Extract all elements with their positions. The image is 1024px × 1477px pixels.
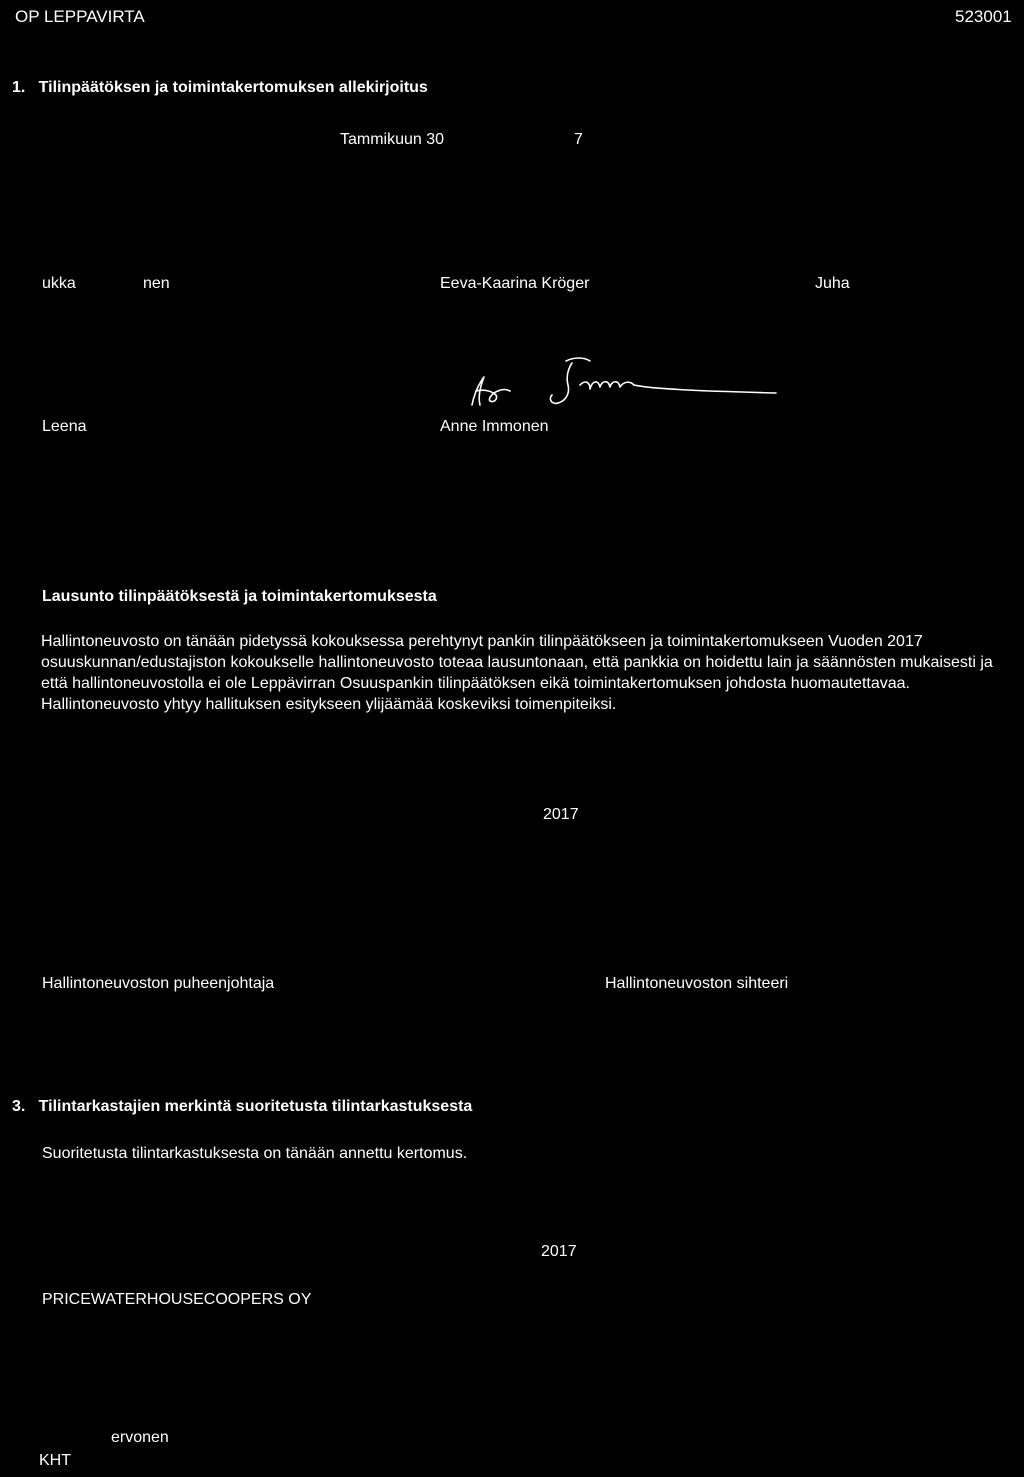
- signatory-name-5: Anne Immonen: [440, 418, 549, 435]
- section-3-heading: 3. Tilintarkastajien merkintä suoritetusta tilintarkastuksesta: [12, 1098, 473, 1115]
- statement-paragraph: Hallintoneuvosto on tänään pidetyssä kokouksessa perehtynyt pankin tilinpäätökseen ja toimintakertomukseen Vuoden 2017 osuuskunnan/edustajiston kokoukselle hallintoneuvosto toteaa lausuntonaan, että pankkia on hoidettu lain ja säännösten mukaisesti ja että hallintoneuvostolla ei ole Leppävirran Osuuspankin tilinpäätöksen eikä toimintakertomuksen johdosta huomautettavaa. Hallintoneuvosto yhtyy hallituksen esitykseen ylijäämää koskeviksi toimenpiteiksi.: [41, 633, 993, 713]
- signing-year-fragment: 7: [574, 131, 583, 148]
- audit-statement: Suoritetusta tilintarkastuksesta on tänään annettu kertomus.: [42, 1145, 468, 1162]
- statement-heading: Lausunto tilinpäätöksestä ja toimintakertomuksesta: [42, 588, 437, 605]
- signatory-name-4: Leena: [42, 418, 87, 435]
- handwritten-signature: [440, 355, 790, 415]
- reference-number: 523001: [955, 7, 1012, 26]
- statement-year: 2017: [543, 806, 579, 823]
- auditor-title: KHT: [39, 1452, 71, 1469]
- chair-signature-label: Hallintoneuvoston puheenjohtaja: [42, 975, 275, 992]
- signatory-name-1-suffix: nen: [143, 275, 170, 292]
- secretary-signature-label: Hallintoneuvoston sihteeri: [605, 975, 789, 992]
- audit-year: 2017: [541, 1243, 577, 1260]
- signing-date: Tammikuun 30: [340, 131, 445, 148]
- section-1-heading: 1. Tilinpäätöksen ja toimintakertomuksen allekirjoitus: [12, 79, 428, 96]
- signatory-name-2: Eeva-Kaarina Kröger: [440, 275, 590, 292]
- audit-firm: PRICEWATERHOUSECOOPERS OY: [42, 1291, 312, 1308]
- bank-name: OP LEPPAVIRTA: [15, 7, 145, 26]
- signatory-name-1: ukka: [42, 275, 76, 292]
- auditor-name: ervonen: [111, 1429, 169, 1446]
- signatory-name-3: Juha: [815, 275, 850, 292]
